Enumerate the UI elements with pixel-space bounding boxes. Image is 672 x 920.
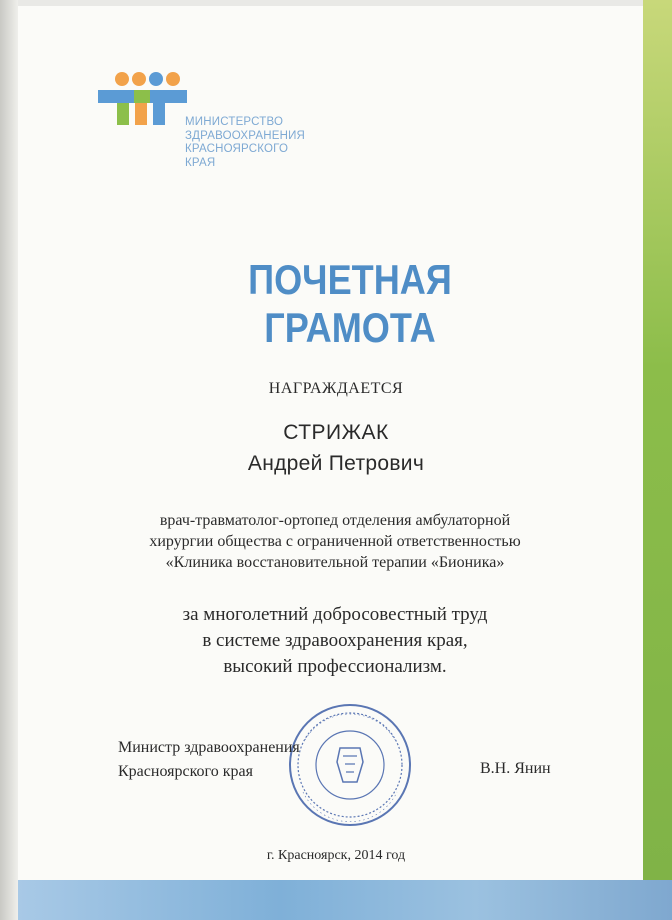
signer-name: В.Н. Янин <box>480 760 551 777</box>
merit-line: в системе здравоохранения края, <box>202 630 468 651</box>
logo-leg-2 <box>135 103 147 125</box>
recipient-given-names: Андрей Петрович <box>247 452 425 475</box>
title-line: ПОЧЕТНАЯ <box>248 256 452 303</box>
recipient-surname: СТРИЖАК <box>283 421 389 444</box>
signer-title-line: Красноярского края <box>118 763 253 780</box>
logo-bar-left <box>98 90 134 103</box>
signer-title-line: Министр здравоохранения <box>118 739 300 756</box>
ministry-name-line: КРАЯ <box>185 156 216 169</box>
place-and-year: г. Красноярск, 2014 год <box>266 848 406 863</box>
logo-dot-4 <box>166 72 180 86</box>
certificate-title <box>204 256 496 352</box>
ministry-name <box>185 116 385 170</box>
awarded-label: НАГРАЖДАЕТСЯ <box>268 380 404 397</box>
merit-line: высокий профессионализм. <box>223 656 447 677</box>
ministry-name-line: ЗДРАВООХРАНЕНИЯ <box>185 129 306 142</box>
signer-title <box>118 736 378 784</box>
ministry-logo-icon <box>95 70 195 130</box>
title-line: ГРАМОТА <box>264 304 436 351</box>
merit-line: за многолетний добросовестный труд <box>182 604 488 625</box>
blue-bottom-band <box>18 880 672 920</box>
logo-bar-mid <box>134 90 150 103</box>
logo-leg-3 <box>153 103 165 125</box>
logo-leg-1 <box>117 103 129 125</box>
position-line: хирургии общества с ограниченной ответственностью <box>149 533 521 550</box>
recipient-position <box>110 510 560 573</box>
position-line: «Клиника восстановительной терапии «Бионика» <box>165 554 505 571</box>
award-reason <box>110 602 560 680</box>
logo-dot-2 <box>132 72 146 86</box>
logo-bar-right <box>150 90 187 103</box>
ministry-name-line: МИНИСТЕРСТВО <box>185 116 284 128</box>
logo-dot-1 <box>115 72 129 86</box>
logo-dot-3 <box>149 72 163 86</box>
position-line: врач-травматолог-ортопед отделения амбулаторной <box>159 512 511 529</box>
ministry-name-line: КРАСНОЯРСКОГО <box>185 143 289 155</box>
